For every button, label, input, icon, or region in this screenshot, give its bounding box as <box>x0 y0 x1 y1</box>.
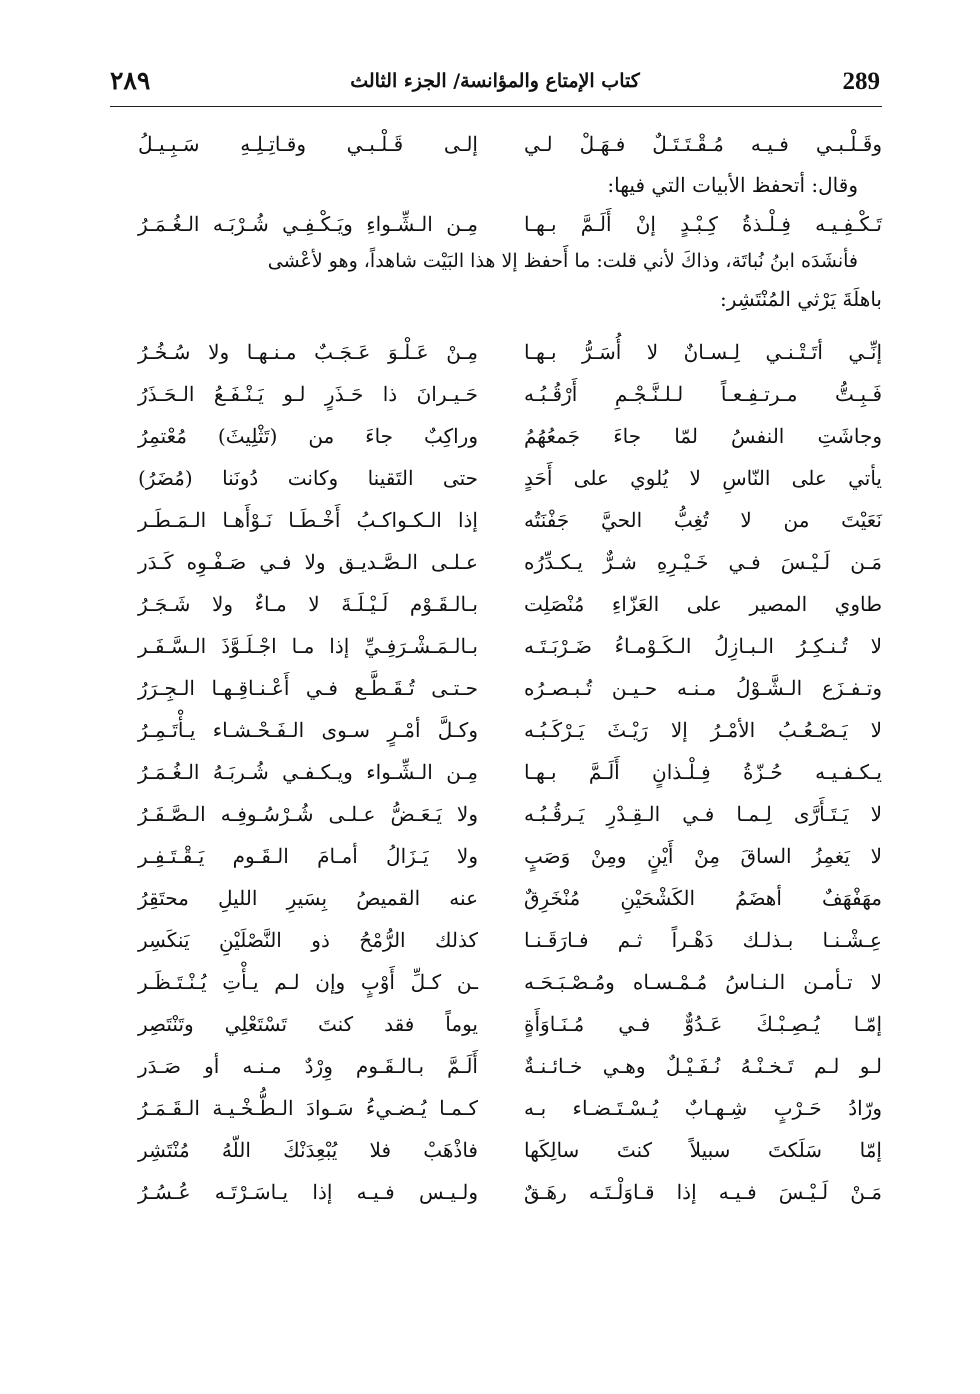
header-rule <box>110 106 882 107</box>
verse-second-hemistich: مِـنْ عَـلْـوَ عَـجَـبٌ مـنـهـا ولا سُـخُـرُ <box>138 340 478 364</box>
verse-first-hemistich: عِـشْـنـا بـذلـك دَهْـراً ثـم فـارَقَـنـا <box>524 928 882 952</box>
verse-second-hemistich: ـن كـلِّ أَوْبٍ وإن لـم يـأْتِ يُـنْـتَـظَـر <box>138 970 478 994</box>
verse-first-hemistich: لا يَـصْـعُـبُ الأمْـرُ إلا رَيْـثَ يَـرْكَـبُـه <box>524 718 882 742</box>
verse-second-hemistich: كـمـا يُـضـيءُ سَـوادَ الـطُّـخْـيـة الـقَـمَـرُ <box>138 1096 478 1120</box>
page-number-latin: 289 <box>842 68 880 95</box>
verse-first-hemistich: مهَفْهَفٌ أهضَمُ الكَشْحَيْنِ مُنْخَرِقٌ <box>524 886 882 910</box>
verse-line <box>110 794 882 836</box>
verse-line <box>110 374 882 416</box>
verse-line <box>110 920 882 962</box>
verse-line <box>110 1130 882 1172</box>
verse-first-hemistich: ورّادُ حَـرْبٍ شِـهـابٌ يُـسْـتَـضـاء بـه <box>524 1096 882 1120</box>
verse-first-hemistich: مَـنْ لَـيْـسَ فـيـه إذا قـاوَلْـتَـه رهَـقٌ <box>524 1180 882 1204</box>
verse-line <box>110 836 882 878</box>
verse-first-hemistich: يـكـفـيـه حُـزّةُ فِـلْـذانٍ أَلَـمَّ بـهـا <box>524 760 882 784</box>
verse-first-hemistich: لا تـأمـن الـنـاسُ مُـمْـسـاه ومُـصْـبَـحَـه <box>524 970 882 994</box>
verse-second-hemistich: وكـلَّ أمْـرٍ سـوى الـفَـحْـشـاء يـأْتَـمِـرُ <box>138 718 478 742</box>
verse-first-hemistich: لا يَغمِزُ الساقَ مِنْ أَيْنٍ ومِنْ وَصَبٍ <box>524 844 882 868</box>
verse-second-hemistich: عـلـى الـصَّـديـق ولا فـي صَـفْـوِه كَـدَر <box>138 550 478 574</box>
verse-second-hemistich: حتى التَقينا وكانت دُونَنا (مُضَرُ) <box>138 466 478 490</box>
verse-first-hemistich: وجاشَتِ النفسُ لمّا جاءَ جَمعُهُمُ <box>524 424 882 448</box>
verse-line <box>110 1046 882 1088</box>
verse-second-hemistich: ولـيـس فـيـه إذا يـاسَـرْتَـه عُـسُـرُ <box>138 1180 478 1204</box>
verse-line <box>110 962 882 1004</box>
verse-line <box>110 752 882 794</box>
verse-line <box>110 878 882 920</box>
verse-first-hemistich: وقَـلْـبـي فـيـه مُـقْـتَـتَـلٌ فـهَـلْ لـي <box>524 132 882 156</box>
verse-second-hemistich: كذلك الرُّمْحُ ذو النَّصْلَيْنِ يَنكَسِر <box>138 928 478 952</box>
verse-second-hemistich: عنه القميصُ بِسَيرِ الليلِ محتَقِرُ <box>138 886 478 910</box>
verse-second-hemistich: ولا يَـزَالُ أمـامَ الـقَـوم يَـقْـتَـفِـر <box>138 844 478 868</box>
verse-first-hemistich: فَـبِـتُّ مـرتـفِـعـاً لـلـنَّـجْـمِ أَرْقُـبُـه <box>524 382 882 406</box>
verse-second-hemistich: بـالـقَـوْم لَـيْـلَـةَ لا مـاءٌ ولا شَـجَـرُ <box>138 592 478 616</box>
verse-second-hemistich: مِـن الـشِّـواء ويـكـفـي شُـربَـهُ الـغُـمَـرُ <box>138 760 478 784</box>
verse-line <box>110 626 882 668</box>
verse-first-hemistich: إمّا سَلَكتَ سبيلاً كنتَ سالِكَها <box>524 1138 882 1162</box>
verse-first-hemistich: إمّـا يُـصِـبْـكَ عَـدُوٌّ فـي مُـنَـاوَأَةٍ <box>524 1012 882 1036</box>
prose-line: وقال: أتحفظ الأبيات التي فيها: <box>607 173 858 197</box>
verse-first-hemistich: مَـن لَـيْـسَ فـي خَـيْـرِهِ شـرٌّ يـكـدِّرُه <box>524 550 882 574</box>
verse-line <box>110 668 882 710</box>
verse-first-hemistich: نَعَيْتَ من لا تُغِبُّ الحيَّ جَفْنَتُه <box>524 508 882 532</box>
verse-second-hemistich: وراكِبٌ جاءَ من (تَثْلِيثَ) مُعْتمِرُ <box>138 424 478 448</box>
verse-line <box>110 584 882 626</box>
verse-line <box>110 710 882 752</box>
verse-first-hemistich: يأتي على النّاسِ لا يُلوي على أَحَدٍ <box>524 466 882 490</box>
verse-line <box>110 458 882 500</box>
verse-line <box>110 416 882 458</box>
verse-line <box>110 124 882 166</box>
verse-first-hemistich: طاوي المصير على العَزّاءِ مُنْصَلِت <box>524 592 882 616</box>
verse-line <box>110 332 882 374</box>
verse-line <box>110 204 882 242</box>
verse-second-hemistich: إلـى قَـلْـبـي وقـاتِـلِـهِ سَـبِـيـلُ <box>138 132 478 156</box>
verse-second-hemistich: حـتـى تُـقَـطَّـع فـي أَعْـنـاقِـهـا الـجِـرَرُ <box>138 676 478 700</box>
verse-line <box>110 1088 882 1130</box>
verse-line <box>110 1172 882 1214</box>
running-title: كتاب الإمتاع والمؤانسة/ الجزء الثالث <box>350 70 640 92</box>
page-body <box>110 124 882 1214</box>
verse-line <box>110 542 882 584</box>
verse-second-hemistich: يوماً فقد كنتَ تَسْتَعْلِي وتَنْتَصِر <box>138 1012 478 1036</box>
verse-line <box>110 500 882 542</box>
page-number-arabic: ٢٨٩ <box>110 66 151 95</box>
page-header <box>110 62 880 102</box>
verse-line <box>110 1004 882 1046</box>
verse-second-hemistich: مِـن الـشِّـواءِ ويَـكْـفِـي شُـرْبَـه الـغُـمَـرُ <box>138 212 478 236</box>
verse-first-hemistich: تَـكْـفِـيـه فِـلْـذةُ كِـبْـدٍ إنْ أَلَـمَّ بـهـا <box>524 212 882 236</box>
verse-first-hemistich: لـو لـم تَـخـنْـهُ نُـفَـيْـلٌ وهـي خـائـنـةٌ <box>524 1054 882 1078</box>
verse-second-hemistich: فاذْهَبْ فلا يُبْعِدَنْكَ اللّهُ مُنْتَشِر <box>138 1138 478 1162</box>
verse-first-hemistich: لا تُـنـكِـرُ الـبـازِلُ الـكَـوْمـاءُ ضَـرْبَـتَـه <box>524 634 882 658</box>
verse-second-hemistich: إذا الـكـواكـبُ أَخْـطَـا نَـوْأَهـا الـمَـطَـر <box>138 508 478 532</box>
verse-second-hemistich: أَلَـمَّ بـالـقَـوم وِرْدٌ مـنـه أو صَـدَر <box>138 1054 478 1078</box>
verse-second-hemistich: بـالـمَـشْـرَفِـيِّ إذا مـا اجْـلَـوَّذَ الـسَّـفَـر <box>138 634 478 658</box>
verse-second-hemistich: ولا يَـعَـضُّ عـلـى شُـرْسُـوفِـه الـصَّـفَـرُ <box>138 802 478 826</box>
verse-first-hemistich: إنِّـي أتَـتْـنـي لِـسـانٌ لا أُسَـرُّ بـهـا <box>524 340 882 364</box>
poem <box>110 332 882 1214</box>
prose-line: فأنشَدَه ابنُ نُباتَة، وذاكَ لأني قلت: ما أَحفظ إلا هذا البَيْت شاهداً، وهو لأعْشى <box>267 250 858 272</box>
prose-line: باهلَةَ يَرْثي المُنْتَشِر: <box>719 287 882 311</box>
verse-first-hemistich: لا يَـتَـأَرَّى لِـمـا فـي الـقِـدْرِ يَـرقُـبُـه <box>524 802 882 826</box>
verse-first-hemistich: وتـفـزَع الـشَّـوْلُ مـنـه حـيـن تُـبـصـرُه <box>524 676 882 700</box>
verse-second-hemistich: حَـيـرانَ ذا حَـذَرٍ لـو يَـنْـفَـعُ الـحَـذَرُ <box>138 382 478 406</box>
